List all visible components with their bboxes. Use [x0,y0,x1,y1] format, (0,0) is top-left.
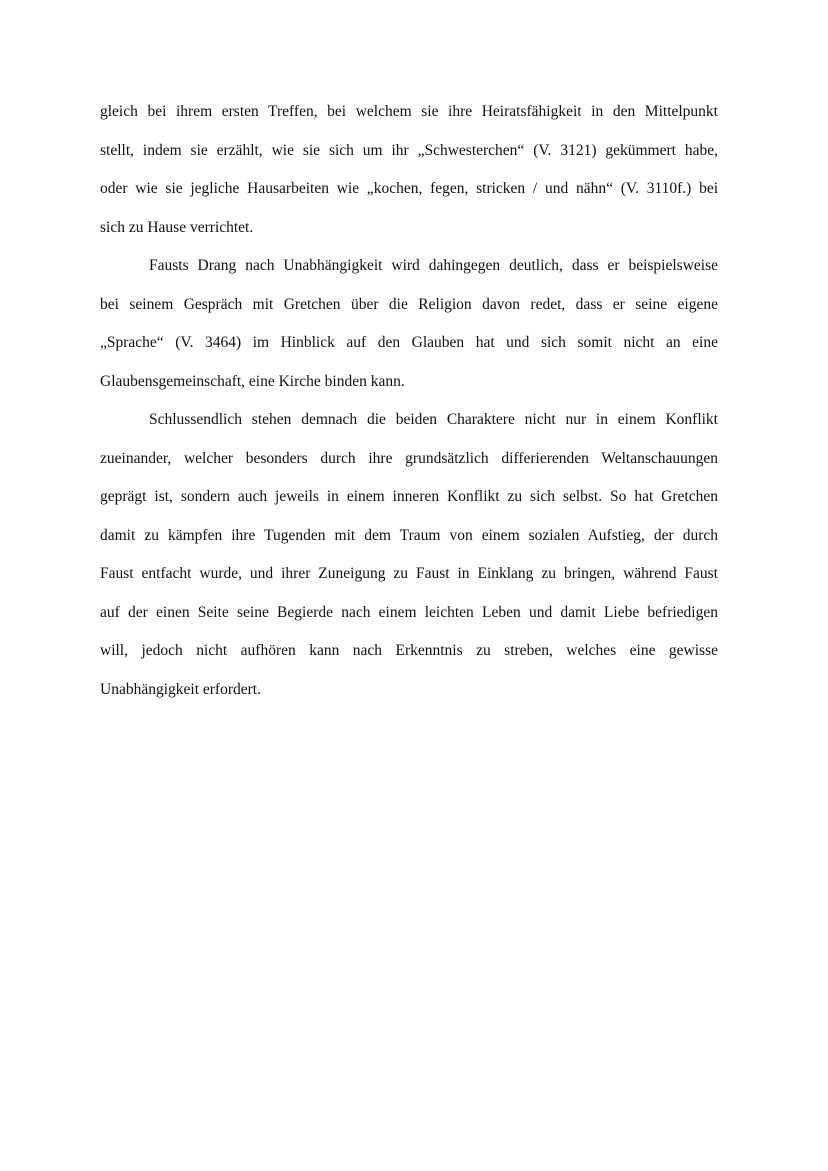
text-line: gleich bei ihrem ersten Treffen, bei welchem sie ihre Heiratsfähigkeit in den Mittelpunkt [100,103,718,120]
text-line: zueinander, welcher besonders durch ihre grundsätzlich differierenden Weltanschauungen [100,449,718,467]
text-line: Schlussendlich stehen demnach die beiden Charaktere nicht nur in einem Konflikt [149,411,718,428]
text-line: geprägt ist, sondern auch jeweils in einem inneren Konflikt zu sich selbst. So hat Gretchen [100,488,718,505]
paragraph-1 [100,93,718,247]
text-line: Faust entfacht wurde, und ihrer Zuneigung zu Faust in Einklang zu bringen, während Faust [100,565,718,582]
text-line: oder wie sie jegliche Hausarbeiten wie „kochen, fegen, stricken / und nähn“ (V. 3110f.) bei [100,180,718,197]
text-line: will, jedoch nicht aufhören kann nach Erkenntnis zu streben, welches eine gewisse [100,642,718,659]
text-line: Glaubensgemeinschaft, eine Kirche binden kann. [100,372,405,390]
text-line: Unabhängigkeit erfordert. [100,680,261,698]
text-line: stellt, indem sie erzählt, wie sie sich um ihr „Schwesterchen“ (V. 3121) gekümmert habe, [100,141,718,159]
text-line: sich zu Hause verrichtet. [100,218,254,236]
paragraph-3 [100,401,718,709]
text-line: Fausts Drang nach Unabhängigkeit wird dahingegen deutlich, dass er beispielsweise [149,257,718,274]
body-text [100,93,718,709]
text-line: bei seinem Gespräch mit Gretchen über die Religion davon redet, dass er seine eigene [100,295,718,313]
text-line: „Sprache“ (V. 3464) im Hinblick auf den Glauben hat und sich somit nicht an eine [100,334,718,351]
text-line: auf der einen Seite seine Begierde nach einem leichten Leben und damit Liebe befriedigen [100,603,718,621]
text-line: damit zu kämpfen ihre Tugenden mit dem Traum von einem sozialen Aufstieg, der durch [100,526,718,544]
paragraph-2 [100,247,718,401]
